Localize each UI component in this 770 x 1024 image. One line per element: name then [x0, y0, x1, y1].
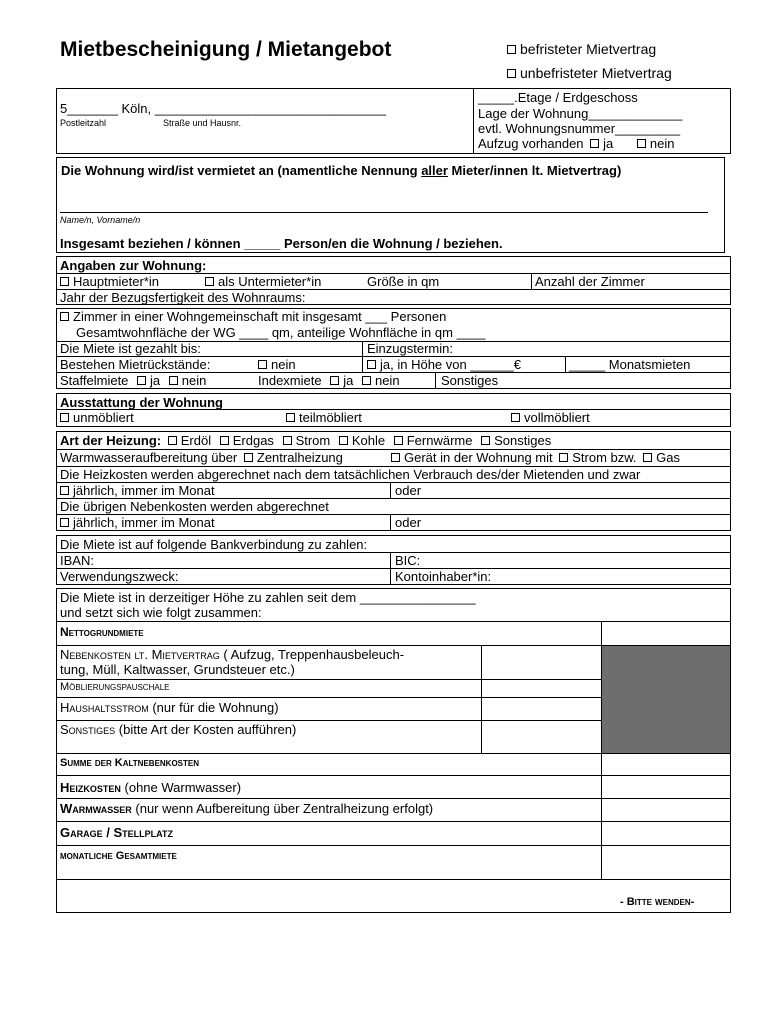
other-costs-or-field[interactable]: oder [395, 515, 422, 530]
checkbox-icon[interactable] [367, 360, 376, 369]
checkbox-icon[interactable] [60, 518, 69, 527]
checkbox-icon[interactable] [559, 453, 568, 462]
floor-field[interactable]: _____.Etage / Erdgeschoss [478, 90, 638, 105]
unit-number-field[interactable]: evtl. Wohnungsnummer_________ [478, 121, 681, 136]
rooms-field[interactable]: Anzahl der Zimmer [535, 274, 645, 289]
subtenant-option[interactable]: als Untermieter*in [205, 274, 321, 289]
arrears-yes-option[interactable]: ja, in Höhe von ______€ [367, 357, 521, 372]
checkbox-icon[interactable] [60, 413, 69, 422]
arrears-months-field[interactable]: _____ Monatsmieten [569, 357, 691, 372]
reference-field[interactable]: Verwendungszweck: [60, 569, 179, 584]
construction-year-field[interactable]: Jahr der Bezugsfertigkeit des Wohnraums: [60, 290, 306, 305]
checkbox-icon[interactable] [60, 277, 69, 286]
shared-room-option[interactable]: Zimmer in einer Wohngemeinschaft mit insgesamt ___ Personen [60, 309, 446, 324]
checkbox-icon[interactable] [394, 436, 403, 445]
utility-costs-label: Nebenkosten lt. Mietvertrag ( Aufzug, Treppenhausbeleuch- tung, Müll, Kaltwasser, Grundsteuer etc.) [60, 647, 405, 677]
persons-total: Insgesamt beziehen / können _____ Person/en die Wohnung / beziehen. [60, 236, 503, 251]
rent-paid-until-field[interactable]: Die Miete ist gezahlt bis: [60, 341, 201, 356]
checkbox-icon[interactable] [590, 139, 599, 148]
elevator-row: Aufzug vorhanden ja nein [478, 136, 675, 151]
please-turn-label: - Bitte wenden- [620, 896, 695, 908]
checkbox-icon[interactable] [391, 453, 400, 462]
checkbox-icon[interactable] [169, 376, 178, 385]
unfurnished-option[interactable]: unmöbliert [60, 410, 134, 425]
apartment-heading: Angaben zur Wohnung: [60, 258, 207, 273]
water-heating-row: Warmwasseraufbereitung über Zentralheizung [60, 450, 343, 465]
other-costs-label: Sonstiges (bitte Art der Kosten aufführen) [60, 722, 297, 737]
move-in-date-field[interactable]: Einzugstermin: [367, 341, 453, 356]
checkbox-icon[interactable] [286, 413, 295, 422]
heating-costs-label: Heizkosten (ohne Warmwasser) [60, 780, 242, 795]
main-tenant-option[interactable]: Hauptmieter*in [60, 274, 159, 289]
indexed-rent-row: Indexmiete ja nein [258, 373, 400, 388]
household-electricity-label: Haushaltsstrom (nur für die Wohnung) [60, 700, 279, 715]
location-field[interactable]: Lage der Wohnung_____________ [478, 106, 683, 121]
furniture-fee-label: Möblierungspauschale [60, 681, 170, 693]
heating-type-row: Art der Heizung: Erdöl Erdgas Strom Kohle Fernwärme Sonstiges [60, 433, 552, 448]
contract-option-unlimited[interactable]: unbefristeter Mietvertrag [507, 65, 672, 81]
checkbox-icon[interactable] [643, 453, 652, 462]
bank-heading: Die Miete ist auf folgende Bankverbindung zu zahlen: [60, 537, 368, 552]
sum-cold-label: Summe der Kaltnebenkosten [60, 757, 200, 769]
checkbox-icon[interactable] [60, 486, 69, 495]
checkbox-icon[interactable] [481, 436, 490, 445]
checkbox-icon[interactable] [511, 413, 520, 422]
arrears-no-option[interactable]: nein [258, 357, 296, 372]
checkbox-icon[interactable] [507, 69, 516, 78]
checkbox-icon[interactable] [258, 360, 267, 369]
size-field[interactable]: Größe in qm [367, 274, 440, 289]
bic-field[interactable]: BIC: [395, 553, 421, 568]
checkbox-icon[interactable] [362, 376, 371, 385]
arrears-label: Bestehen Mietrückstände: [60, 357, 211, 372]
other-field[interactable]: Sonstiges [441, 373, 499, 388]
garage-label: Garage / Stellplatz [60, 825, 173, 840]
shared-area-field[interactable]: Gesamtwohnfläche der WG ____ qm, anteilige Wohnfläche in qm ____ [76, 325, 486, 340]
contract-option-fixed-term[interactable]: befristeter Mietvertrag [507, 41, 656, 57]
other-costs-yearly-option[interactable]: jährlich, immer im Monat [60, 515, 215, 530]
furnishing-heading: Ausstattung der Wohnung [60, 395, 223, 410]
checkbox-icon[interactable] [244, 453, 253, 462]
graduated-rent-row: Staffelmiete ja nein [60, 373, 207, 388]
checkbox-icon[interactable] [137, 376, 146, 385]
checkbox-icon[interactable] [283, 436, 292, 445]
fully-furnished-option[interactable]: vollmöbliert [511, 410, 590, 425]
net-rent-label: Nettogrundmiete [60, 625, 144, 639]
checkbox-icon[interactable] [637, 139, 646, 148]
address-line[interactable]: 5_______ Köln, ________________________________ [60, 101, 387, 116]
checkbox-icon[interactable] [339, 436, 348, 445]
heating-or-field[interactable]: oder [395, 483, 422, 498]
other-costs-billing-text: Die übrigen Nebenkosten werden abgerechnet [60, 499, 329, 514]
total-rent-label: monatliche Gesamtmiete [60, 850, 177, 862]
account-holder-field[interactable]: Kontoinhaber*in: [395, 569, 492, 584]
rent-since-field[interactable]: Die Miete ist in derzeitiger Höhe zu zahlen seit dem ________________ [60, 590, 476, 605]
name-label: Name/n, Vorname/n [60, 215, 141, 225]
tenant-heading: Die Wohnung wird/ist vermietet an (namentliche Nennung aller Mieter/innen lt. Mietvertrag) [61, 163, 622, 178]
checkbox-icon[interactable] [330, 376, 339, 385]
hot-water-label: Warmwasser (nur wenn Aufbereitung über Zentralheizung erfolgt) [60, 801, 434, 816]
street-label: Straße und Hausnr. [163, 118, 242, 128]
checkbox-icon[interactable] [60, 312, 69, 321]
rent-intro-text: und setzt sich wie folgt zusammen: [60, 605, 262, 620]
heating-billing-text: Die Heizkosten werden abgerechnet nach dem tatsächlichen Verbrauch des/der Mietenden und zwar [60, 467, 641, 482]
checkbox-icon[interactable] [220, 436, 229, 445]
checkbox-icon[interactable] [507, 45, 516, 54]
checkbox-icon[interactable] [205, 277, 214, 286]
tenant-name-line[interactable] [60, 212, 708, 213]
iban-field[interactable]: IBAN: [60, 553, 94, 568]
partly-furnished-option[interactable]: teilmöbliert [286, 410, 362, 425]
checkbox-icon[interactable] [168, 436, 177, 445]
page-title: Mietbescheinigung / Mietangebot [60, 38, 392, 61]
postcode-label: Postleitzahl [60, 118, 107, 128]
shaded-cells-block [602, 646, 730, 753]
heating-yearly-option[interactable]: jährlich, immer im Monat [60, 483, 215, 498]
device-heating-row: Gerät in der Wohnung mit Strom bzw. Gas [391, 450, 680, 465]
